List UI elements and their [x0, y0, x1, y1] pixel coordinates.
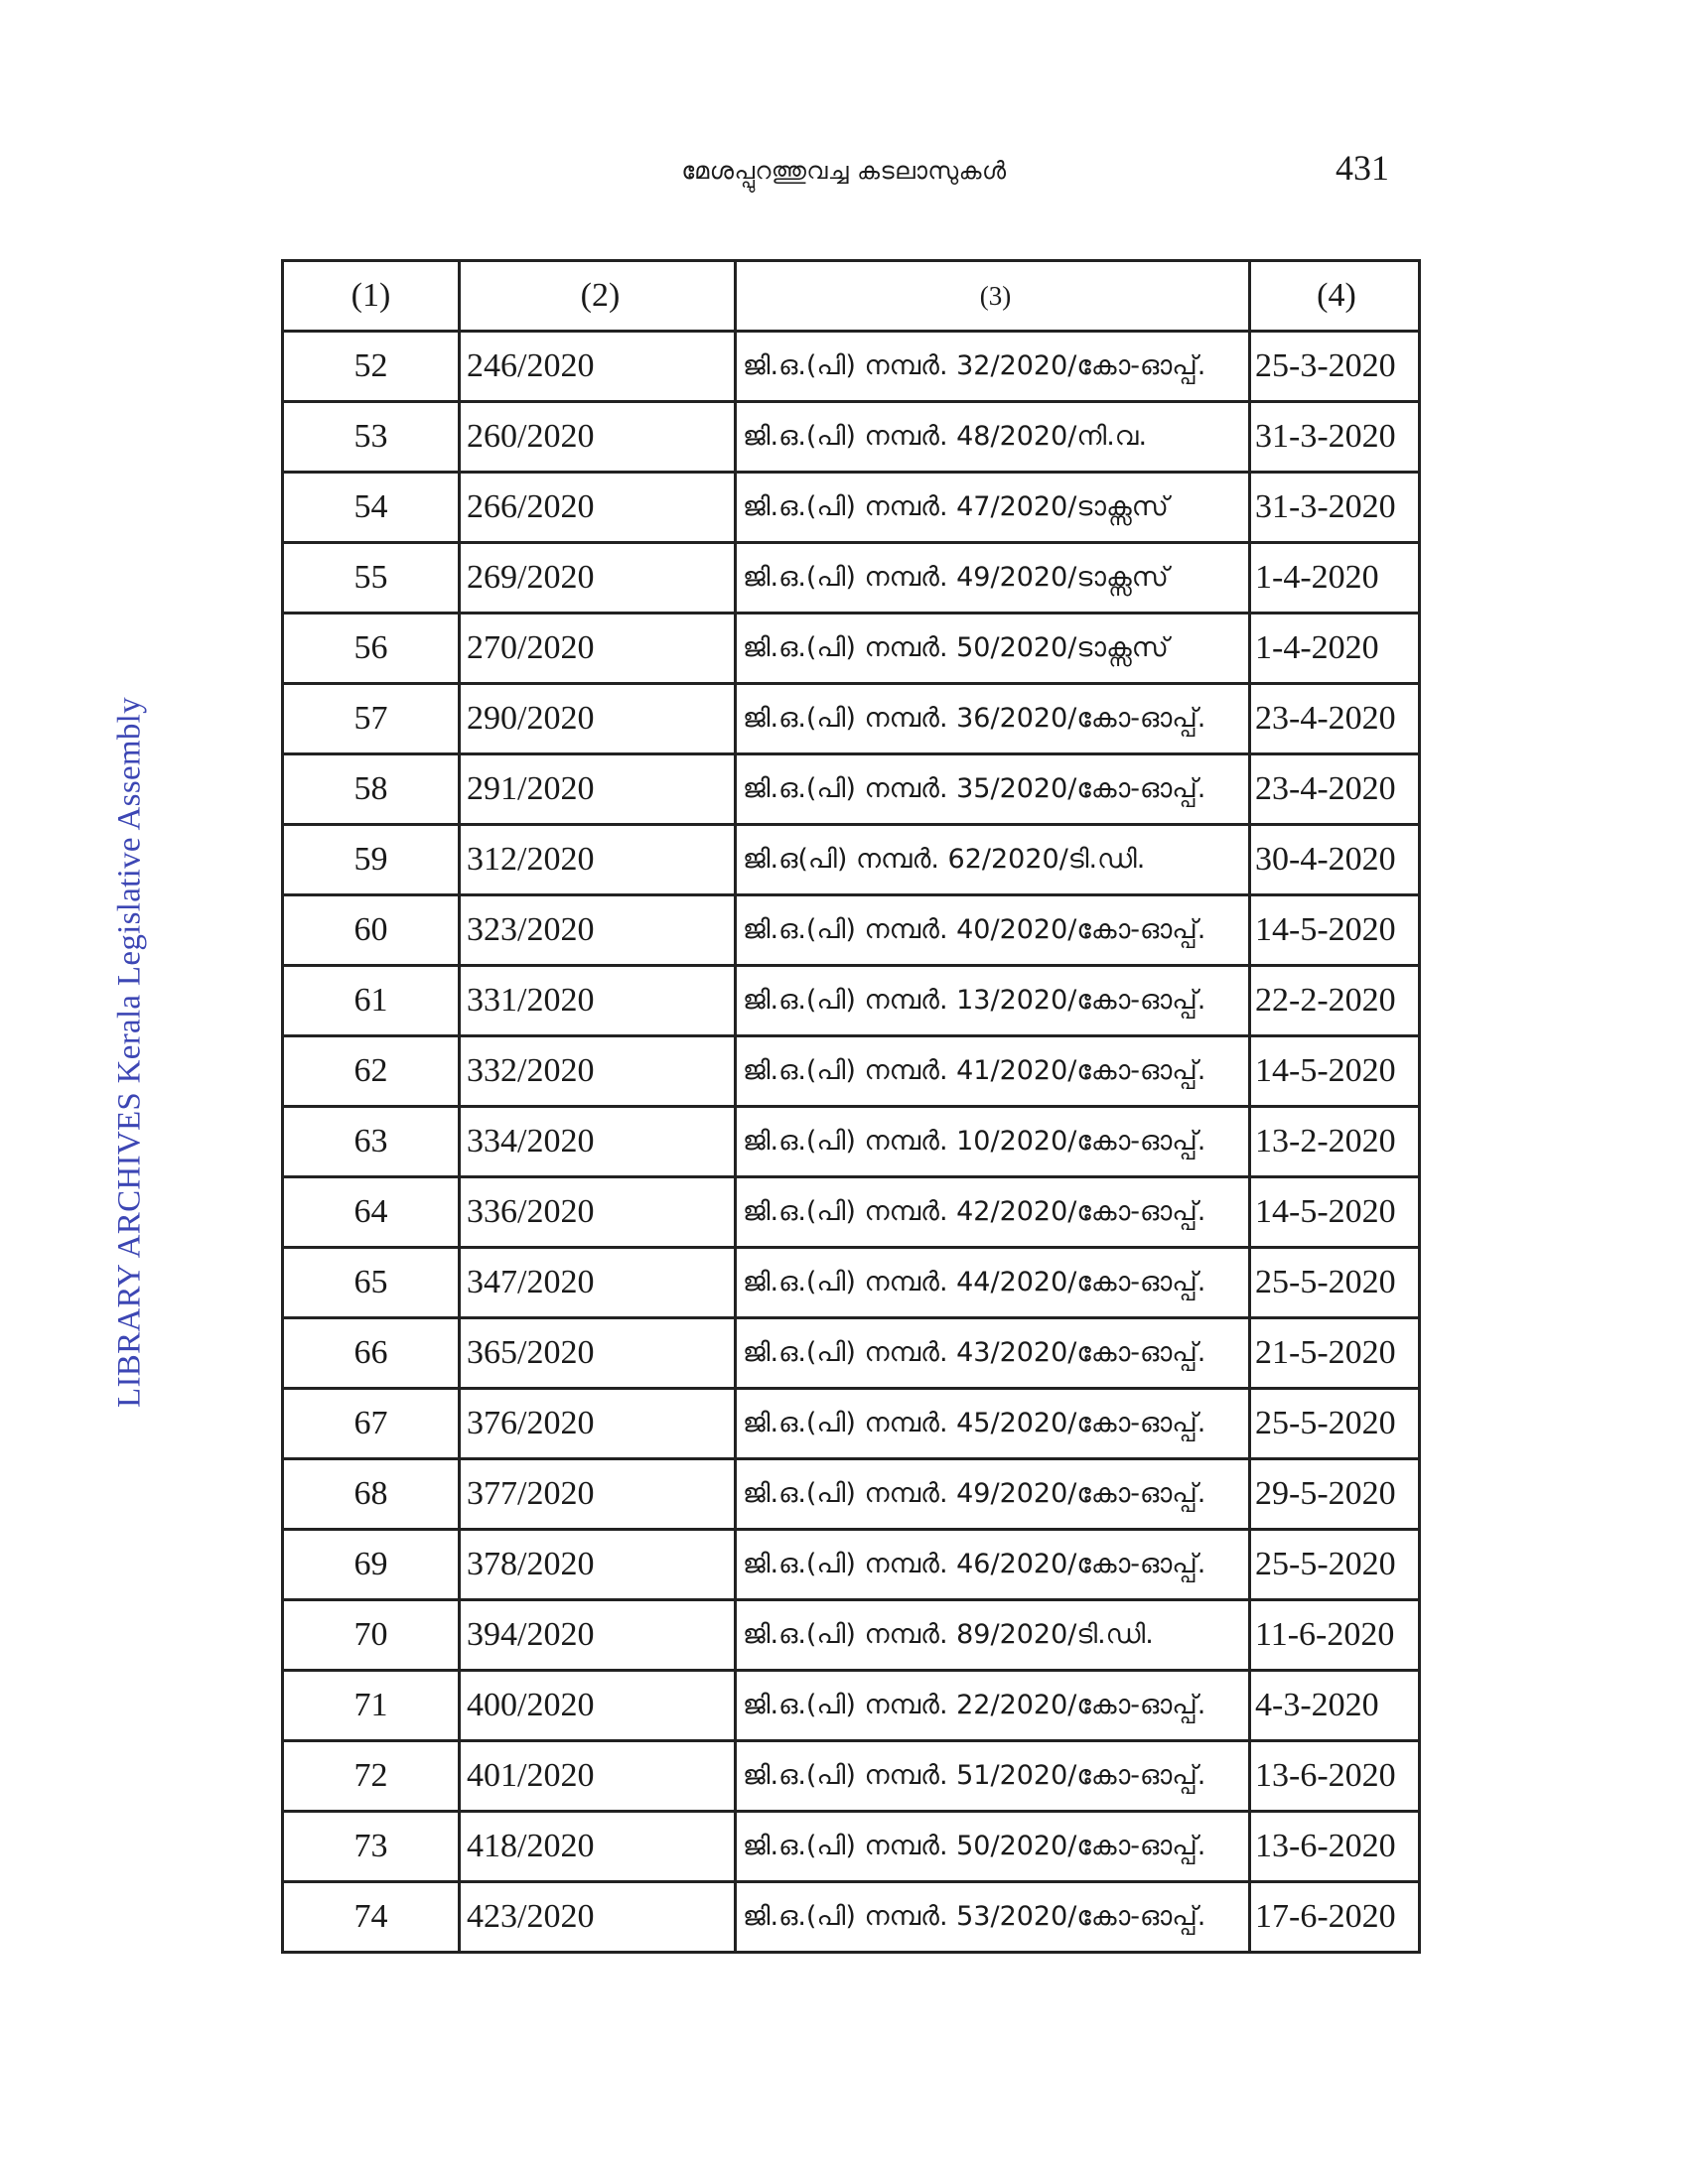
cell-date: 25-5-2020: [1250, 1530, 1420, 1600]
cell-date: 25-5-2020: [1250, 1389, 1420, 1459]
cell-serial-number: 52: [283, 332, 460, 402]
cell-serial-number: 73: [283, 1812, 460, 1882]
cell-government-order: ജി.ഒ.(പി) നമ്പർ. 50/2020/കോ-ഓപ്പ്.: [736, 1812, 1250, 1882]
cell-paper-number: 290/2020: [460, 684, 736, 754]
cell-date: 31-3-2020: [1250, 473, 1420, 543]
cell-date: 25-5-2020: [1250, 1248, 1420, 1318]
table-row: [283, 1318, 1420, 1389]
cell-serial-number: 64: [283, 1177, 460, 1248]
cell-serial-number: 67: [283, 1389, 460, 1459]
cell-government-order: ജി.ഒ.(പി) നമ്പർ. 50/2020/ടാക്സസ്: [736, 614, 1250, 684]
cell-date: 22-2-2020: [1250, 966, 1420, 1036]
cell-government-order: ജി.ഒ.(പി) നമ്പർ. 22/2020/കോ-ഓപ്പ്.: [736, 1671, 1250, 1741]
table-row: [283, 684, 1420, 754]
table-row: [283, 473, 1420, 543]
cell-paper-number: 270/2020: [460, 614, 736, 684]
table-row: [283, 1248, 1420, 1318]
table-row: [283, 402, 1420, 473]
column-header-3: (3): [736, 261, 1250, 332]
cell-date: 4-3-2020: [1250, 1671, 1420, 1741]
cell-government-order: ജി.ഒ.(പി) നമ്പർ. 46/2020/കോ-ഓപ്പ്.: [736, 1530, 1250, 1600]
table-row: [283, 1107, 1420, 1177]
table-body: [283, 332, 1420, 1953]
cell-date: 23-4-2020: [1250, 684, 1420, 754]
cell-date: 1-4-2020: [1250, 543, 1420, 614]
cell-government-order: ജി.ഒ.(പി) നമ്പർ. 89/2020/ടി.ഡി.: [736, 1600, 1250, 1671]
cell-paper-number: 400/2020: [460, 1671, 736, 1741]
table-row: [283, 1600, 1420, 1671]
cell-government-order: ജി.ഒ.(പി) നമ്പർ. 45/2020/കോ-ഓപ്പ്.: [736, 1389, 1250, 1459]
cell-paper-number: 347/2020: [460, 1248, 736, 1318]
cell-date: 29-5-2020: [1250, 1459, 1420, 1530]
cell-paper-number: 423/2020: [460, 1882, 736, 1953]
cell-date: 13-6-2020: [1250, 1812, 1420, 1882]
table-row: [283, 1671, 1420, 1741]
cell-date: 13-2-2020: [1250, 1107, 1420, 1177]
table-row: [283, 1741, 1420, 1812]
table-row: [283, 1036, 1420, 1107]
cell-government-order: ജി.ഒ.(പി) നമ്പർ. 51/2020/കോ-ഓപ്പ്.: [736, 1741, 1250, 1812]
cell-paper-number: 394/2020: [460, 1600, 736, 1671]
cell-date: 14-5-2020: [1250, 1036, 1420, 1107]
cell-date: 1-4-2020: [1250, 614, 1420, 684]
cell-government-order: ജി.ഒ.(പി) നമ്പർ. 43/2020/കോ-ഓപ്പ്.: [736, 1318, 1250, 1389]
cell-serial-number: 57: [283, 684, 460, 754]
table-row: [283, 1389, 1420, 1459]
table-row: [283, 1812, 1420, 1882]
page-number: 431: [1336, 148, 1389, 188]
cell-paper-number: 246/2020: [460, 332, 736, 402]
cell-paper-number: 365/2020: [460, 1318, 736, 1389]
cell-government-order: ജി.ഒ.(പി) നമ്പർ. 41/2020/കോ-ഓപ്പ്.: [736, 1036, 1250, 1107]
cell-government-order: ജി.ഒ.(പി) നമ്പർ. 49/2020/ടാക്സസ്: [736, 543, 1250, 614]
cell-date: 17-6-2020: [1250, 1882, 1420, 1953]
cell-serial-number: 59: [283, 825, 460, 895]
header-row: [283, 261, 1420, 332]
cell-serial-number: 58: [283, 754, 460, 825]
cell-date: 21-5-2020: [1250, 1318, 1420, 1389]
cell-serial-number: 56: [283, 614, 460, 684]
cell-paper-number: 269/2020: [460, 543, 736, 614]
cell-government-order: ജി.ഒ.(പി) നമ്പർ. 47/2020/ടാക്സസ്: [736, 473, 1250, 543]
cell-government-order: ജി.ഒ.(പി) നമ്പർ. 42/2020/കോ-ഓപ്പ്.: [736, 1177, 1250, 1248]
cell-serial-number: 69: [283, 1530, 460, 1600]
cell-government-order: ജി.ഒ.(പി) നമ്പർ. 36/2020/കോ-ഓപ്പ്.: [736, 684, 1250, 754]
cell-paper-number: 266/2020: [460, 473, 736, 543]
cell-paper-number: 331/2020: [460, 966, 736, 1036]
cell-paper-number: 334/2020: [460, 1107, 736, 1177]
column-header-4: (4): [1250, 261, 1420, 332]
library-watermark: LIBRARY ARCHIVES Kerala Legislative Assembly: [111, 697, 148, 1408]
table-row: [283, 1882, 1420, 1953]
cell-paper-number: 377/2020: [460, 1459, 736, 1530]
table-row: [283, 614, 1420, 684]
cell-serial-number: 63: [283, 1107, 460, 1177]
cell-paper-number: 323/2020: [460, 895, 736, 966]
cell-government-order: ജി.ഒ.(പി) നമ്പർ. 49/2020/കോ-ഓപ്പ്.: [736, 1459, 1250, 1530]
column-header-2: (2): [460, 261, 736, 332]
cell-serial-number: 71: [283, 1671, 460, 1741]
table-row: [283, 895, 1420, 966]
cell-date: 13-6-2020: [1250, 1741, 1420, 1812]
cell-paper-number: 260/2020: [460, 402, 736, 473]
cell-serial-number: 55: [283, 543, 460, 614]
cell-paper-number: 418/2020: [460, 1812, 736, 1882]
cell-serial-number: 62: [283, 1036, 460, 1107]
cell-government-order: ജി.ഒ.(പി) നമ്പർ. 44/2020/കോ-ഓപ്പ്.: [736, 1248, 1250, 1318]
cell-paper-number: 336/2020: [460, 1177, 736, 1248]
cell-date: 14-5-2020: [1250, 1177, 1420, 1248]
cell-date: 11-6-2020: [1250, 1600, 1420, 1671]
cell-serial-number: 72: [283, 1741, 460, 1812]
cell-paper-number: 401/2020: [460, 1741, 736, 1812]
table-header: [283, 261, 1420, 332]
cell-serial-number: 61: [283, 966, 460, 1036]
cell-paper-number: 332/2020: [460, 1036, 736, 1107]
table-row: [283, 543, 1420, 614]
table-row: [283, 754, 1420, 825]
table-row: [283, 966, 1420, 1036]
cell-government-order: ജി.ഒ.(പി) നമ്പർ. 40/2020/കോ-ഓപ്പ്.: [736, 895, 1250, 966]
column-header-1: (1): [283, 261, 460, 332]
cell-government-order: ജി.ഒ.(പി) നമ്പർ. 48/2020/നി.വ.: [736, 402, 1250, 473]
table-row: [283, 1177, 1420, 1248]
cell-serial-number: 54: [283, 473, 460, 543]
cell-serial-number: 66: [283, 1318, 460, 1389]
cell-serial-number: 53: [283, 402, 460, 473]
cell-date: 30-4-2020: [1250, 825, 1420, 895]
papers-table: [281, 259, 1421, 1954]
cell-serial-number: 74: [283, 1882, 460, 1953]
cell-paper-number: 291/2020: [460, 754, 736, 825]
cell-government-order: ജി.ഒ(പി) നമ്പർ. 62/2020/ടി.ഡി.: [736, 825, 1250, 895]
cell-date: 31-3-2020: [1250, 402, 1420, 473]
cell-serial-number: 68: [283, 1459, 460, 1530]
cell-serial-number: 65: [283, 1248, 460, 1318]
cell-paper-number: 376/2020: [460, 1389, 736, 1459]
cell-date: 14-5-2020: [1250, 895, 1420, 966]
table-row: [283, 825, 1420, 895]
table-row: [283, 332, 1420, 402]
table-row: [283, 1459, 1420, 1530]
cell-serial-number: 70: [283, 1600, 460, 1671]
cell-date: 23-4-2020: [1250, 754, 1420, 825]
cell-government-order: ജി.ഒ.(പി) നമ്പർ. 32/2020/കോ-ഓപ്പ്.: [736, 332, 1250, 402]
cell-paper-number: 378/2020: [460, 1530, 736, 1600]
cell-paper-number: 312/2020: [460, 825, 736, 895]
cell-government-order: ജി.ഒ.(പി) നമ്പർ. 53/2020/കോ-ഓപ്പ്.: [736, 1882, 1250, 1953]
cell-date: 25-3-2020: [1250, 332, 1420, 402]
table-row: [283, 1530, 1420, 1600]
cell-government-order: ജി.ഒ.(പി) നമ്പർ. 35/2020/കോ-ഓപ്പ്.: [736, 754, 1250, 825]
cell-government-order: ജി.ഒ.(പി) നമ്പർ. 10/2020/കോ-ഓപ്പ്.: [736, 1107, 1250, 1177]
page-header-title: മേശപ്പുറത്തുവച്ച കടലാസുകൾ: [681, 157, 1007, 185]
cell-government-order: ജി.ഒ.(പി) നമ്പർ. 13/2020/കോ-ഓപ്പ്.: [736, 966, 1250, 1036]
cell-serial-number: 60: [283, 895, 460, 966]
